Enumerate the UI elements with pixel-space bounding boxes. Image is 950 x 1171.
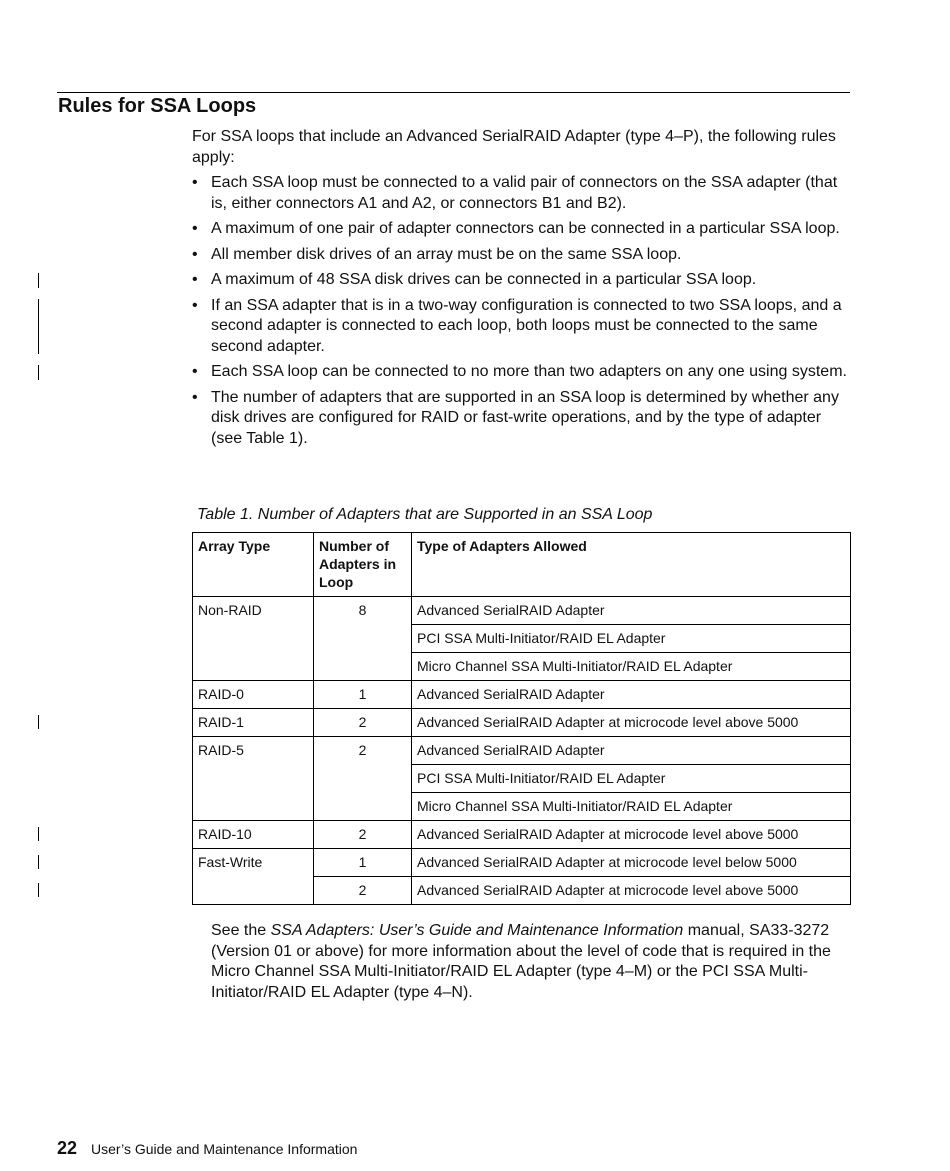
array-type-cell: RAID-5 (193, 737, 314, 821)
table-row (193, 597, 851, 625)
count-cell: 2 (314, 737, 412, 821)
page-footer (57, 1138, 357, 1159)
adapters-table (192, 532, 851, 905)
change-bar (38, 715, 39, 729)
count-cell: 2 (314, 821, 412, 849)
change-bar (38, 855, 39, 869)
table-row (193, 849, 851, 877)
table-caption: Table 1. Number of Adapters that are Supported in an SSA Loop (197, 506, 653, 523)
rule-item (192, 296, 852, 358)
array-type-text: RAID-10 (198, 826, 252, 842)
column-header: Type of Adapters Allowed (412, 533, 851, 597)
intro-paragraph: For SSA loops that include an Advanced SerialRAID Adapter (type 4–P), the following rules apply: (192, 128, 836, 166)
count-cell: 2 (314, 709, 412, 737)
adapter-cell: Advanced SerialRAID Adapter at microcode level below 5000 (412, 849, 851, 877)
rule-item (192, 362, 852, 383)
change-bar (38, 883, 39, 897)
note-text: manual, SA33-3272 (Version 01 or above) for more information about the level of code that is required in the Micro Channel SSA Multi-Initiator/RAID EL Adapter (type 4–M) or the PCI SSA Multi-Initiator/RAID EL Adapter (type 4–N). (211, 922, 831, 1001)
column-header: Number of Adapters in Loop (314, 533, 412, 597)
adapter-cell: Advanced SerialRAID Adapter at microcode level above 5000 (412, 709, 851, 737)
bullet: • (192, 388, 198, 406)
change-bar (38, 365, 39, 380)
manual-title: SSA Adapters: User’s Guide and Maintenance Information (270, 922, 684, 939)
array-type-text: RAID-1 (198, 714, 244, 730)
reference-note (211, 921, 851, 1003)
section-heading: Rules for SSA Loops (58, 95, 257, 117)
adapter-cell: Advanced SerialRAID Adapter (412, 681, 851, 709)
count-cell: 1 (314, 849, 412, 877)
rule-item (192, 270, 852, 291)
rule-item (192, 245, 852, 266)
adapter-cell: Advanced SerialRAID Adapter at microcode level above 5000 (412, 877, 851, 905)
change-bar (38, 299, 39, 355)
page-number: 22 (57, 1138, 78, 1158)
array-type-cell: Non-RAID (193, 597, 314, 681)
adapter-cell: Advanced SerialRAID Adapter at microcode level above 5000 (412, 821, 851, 849)
adapter-cell: Advanced SerialRAID Adapter (412, 737, 851, 765)
rule-text: If an SSA adapter that is in a two-way configuration is connected to two SSA loops, and a second adapter is connected to each loop, both loops must be connected to the same second adapter. (211, 296, 842, 355)
bullet: • (192, 271, 198, 288)
body-text (192, 127, 852, 454)
book-title: User’s Guide and Maintenance Information (91, 1141, 358, 1157)
adapter-cell: PCI SSA Multi-Initiator/RAID EL Adapter (412, 765, 851, 793)
bullet: • (192, 174, 198, 191)
bullet: • (192, 220, 198, 237)
bullet: • (192, 296, 198, 314)
rule-item (192, 219, 852, 240)
rule-text: A maximum of one pair of adapter connectors can be connected in a particular SSA loop. (211, 220, 840, 237)
rule-item (192, 388, 852, 450)
array-type-cell (193, 709, 314, 737)
rule-text: A maximum of 48 SSA disk drives can be connected in a particular SSA loop. (211, 271, 757, 288)
column-header: Array Type (193, 533, 314, 597)
table-row (193, 737, 851, 765)
bullet: • (192, 245, 198, 263)
table-header-row (193, 533, 851, 597)
adapter-cell: Micro Channel SSA Multi-Initiator/RAID EL Adapter (412, 793, 851, 821)
count-text: 2 (358, 882, 367, 898)
rule-item (192, 173, 852, 214)
change-bar (38, 273, 39, 288)
count-cell: 8 (314, 597, 412, 681)
rules-list (192, 173, 852, 449)
adapter-cell: Micro Channel SSA Multi-Initiator/RAID EL Adapter (412, 653, 851, 681)
array-type-text: Fast-Write (198, 854, 263, 870)
adapter-cell: Advanced SerialRAID Adapter (412, 597, 851, 625)
array-type-cell (193, 849, 314, 905)
table-row (193, 681, 851, 709)
rule-text: All member disk drives of an array must be on the same SSA loop. (211, 245, 682, 263)
count-cell (314, 877, 412, 905)
rule-text: Each SSA loop can be connected to no more than two adapters on any one using system. (211, 363, 847, 380)
bullet: • (192, 363, 198, 380)
heading-rule (57, 92, 850, 93)
rule-text: Each SSA loop must be connected to a valid pair of connectors on the SSA adapter (that is, either connectors A1 and A2, or connectors B1 and B2). (211, 174, 838, 212)
count-cell: 1 (314, 681, 412, 709)
rule-text: The number of adapters that are supported in an SSA loop is determined by whether any disk drives are configured for RAID or fast-write operations, and by the type of adapter (see Table 1). (211, 388, 839, 447)
array-type-cell: RAID-0 (193, 681, 314, 709)
table-row (193, 709, 851, 737)
adapter-cell: PCI SSA Multi-Initiator/RAID EL Adapter (412, 625, 851, 653)
note-text: See the (211, 922, 271, 939)
change-bar (38, 827, 39, 841)
array-type-cell (193, 821, 314, 849)
table-row (193, 821, 851, 849)
